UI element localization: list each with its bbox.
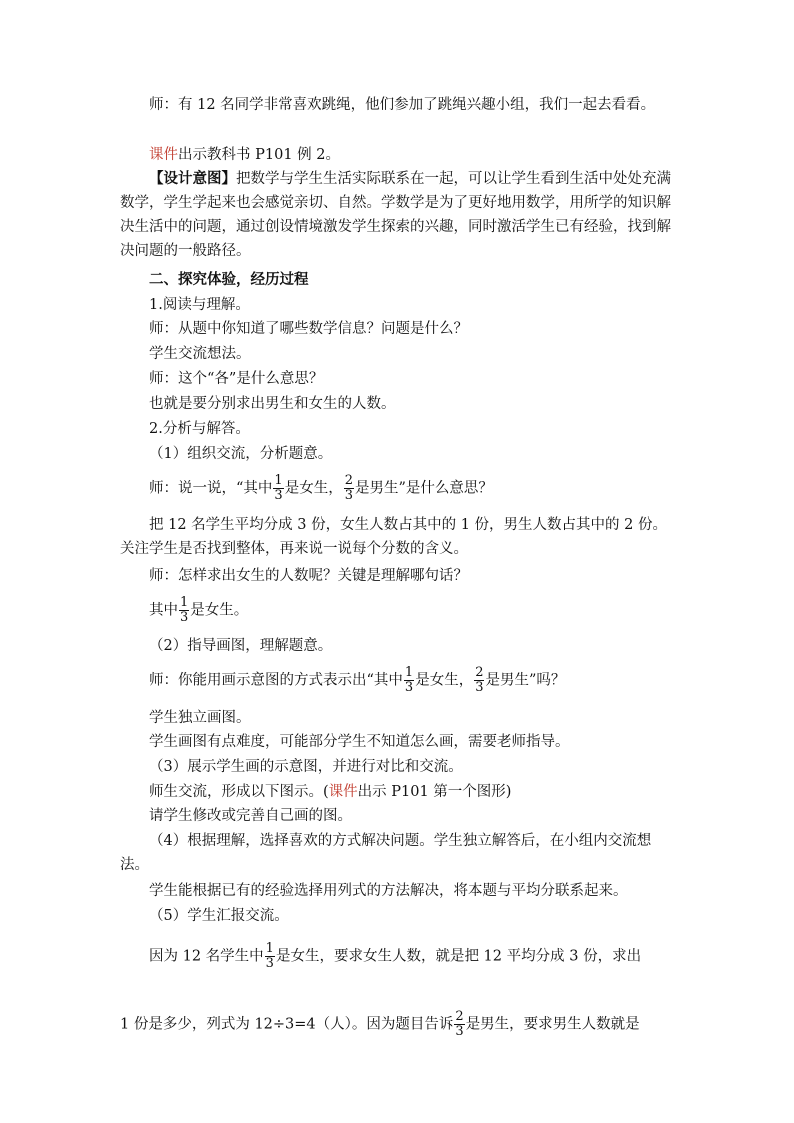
step-1-heading: 1.阅读与理解。 [149, 297, 250, 313]
teacher-question-3 [149, 474, 705, 503]
paragraph-intro [120, 93, 676, 117]
teacher-student-exchange [149, 780, 705, 804]
key-text-b: 是女生。 [190, 602, 249, 619]
solution-text-c: 1 份是多少，列式为 12÷3=4（人）。因为题目告诉 [120, 1016, 454, 1033]
explanation-2: 把 12 名学生平均分成 3 份，女生人数占其中的 1 份，男生人数占其中的 2 份。关注学生是否找到整体，再来说一说每个分数的含义。 [120, 517, 667, 557]
solution-text-a: 因为 12 名学生中 [149, 948, 264, 965]
solution-line-2 [120, 1010, 676, 1039]
fraction-one-third: $\frac{1}{3}$ [274, 473, 283, 503]
fraction-two-thirds: $\frac{2}{3}$ [455, 1009, 464, 1039]
paragraph-design-intent [120, 167, 676, 263]
solution-line-1 [149, 942, 705, 971]
solution-text-d: 是男生，要求男生人数就是 [465, 1016, 640, 1033]
solution-text-b: 是女生，要求女生人数，就是把 12 平均分成 3 份，求出 [275, 948, 642, 965]
exchange-text-a: 师生交流，形成以下图示。( [149, 784, 329, 800]
fraction-one-third: $\frac{1}{3}$ [265, 941, 274, 971]
paragraph-courseware [149, 143, 705, 167]
q3-text-b: 是女生， [284, 480, 343, 497]
design-intent-label: 【设计意图】 [149, 170, 236, 187]
courseware-text: 出示教科书 P101 例 2。 [178, 147, 340, 163]
substep-3: （3）展示学生画的示意图，并进行对比和交流。 [149, 759, 463, 775]
q3-text-a: 师：说一说，“其中 [149, 480, 273, 497]
substep-2: （2）指导画图，理解题意。 [149, 638, 333, 654]
substep-5: （5）学生汇报交流。 [149, 908, 289, 924]
fraction-one-third: $\frac{1}{3}$ [180, 595, 189, 625]
section-heading: 二、探究体验，经历过程 [149, 271, 309, 288]
courseware-label-2: 课件 [328, 784, 358, 800]
teacher-question-1: 师：从题中你知道了哪些数学信息？问题是什么？ [149, 321, 468, 337]
q5-text-b: 是女生， [415, 672, 474, 689]
key-text-a: 其中 [149, 602, 178, 619]
q5-text-c: 是男生”吗？ [485, 672, 566, 689]
intro-text: 师：有 12 名同学非常喜欢跳绳，他们参加了跳绳兴趣小组，我们一起去看看。 [149, 97, 656, 113]
substep-4: （4）根据理解，选择喜欢的方式解决问题。学生独立解答后，在小组内交流想法。 [120, 833, 652, 873]
drawing-difficulty: 学生画图有点难度，可能部分学生不知道怎么画，需要老师指导。 [149, 734, 570, 750]
revise-drawing: 请学生修改或完善自己画的图。 [149, 808, 352, 824]
key-sentence [149, 596, 705, 625]
fraction-two-thirds: $\frac{2}{3}$ [475, 665, 484, 695]
q5-text-a: 师：你能用画示意图的方式表示出“其中 [149, 672, 403, 689]
fraction-one-third: $\frac{1}{3}$ [404, 665, 414, 695]
fraction-two-thirds: $\frac{2}{3}$ [344, 473, 353, 503]
student-exchange-1: 学生交流想法。 [149, 346, 251, 362]
student-drawing: 学生独立画图。 [149, 710, 251, 726]
teacher-question-4: 师：怎样求出女生的人数呢？关键是理解哪句话？ [149, 568, 468, 584]
q3-text-c: 是男生”是什么意思？ [354, 480, 493, 497]
courseware-label: 课件 [149, 147, 178, 163]
substep-1: （1）组织交流，分析题意。 [149, 446, 333, 462]
teacher-question-2: 师：这个“各”是什么意思？ [149, 371, 324, 387]
step-2-heading: 2.分析与解答。 [149, 421, 250, 437]
connect-averaging: 学生能根据已有的经验选择用列式的方法解决，将本题与平均分联系起来。 [149, 883, 628, 899]
design-intent-text: 把数学与学生生活实际联系在一起，可以让学生看到生活中处处充满数学，学生学起来也会感觉亲切、自然。学数学是为了更好地用数学，用所学的知识解决生活中的问题，通过创设情境激发学生探索的兴趣，同时激活学生已有经验，找到解决问题的一般路径。 [120, 171, 671, 259]
exchange-text-b: 出示 P101 第一个图形) [357, 784, 512, 800]
teacher-question-5 [149, 666, 705, 695]
explanation-1: 也就是要分别求出男生和女生的人数。 [149, 396, 396, 412]
